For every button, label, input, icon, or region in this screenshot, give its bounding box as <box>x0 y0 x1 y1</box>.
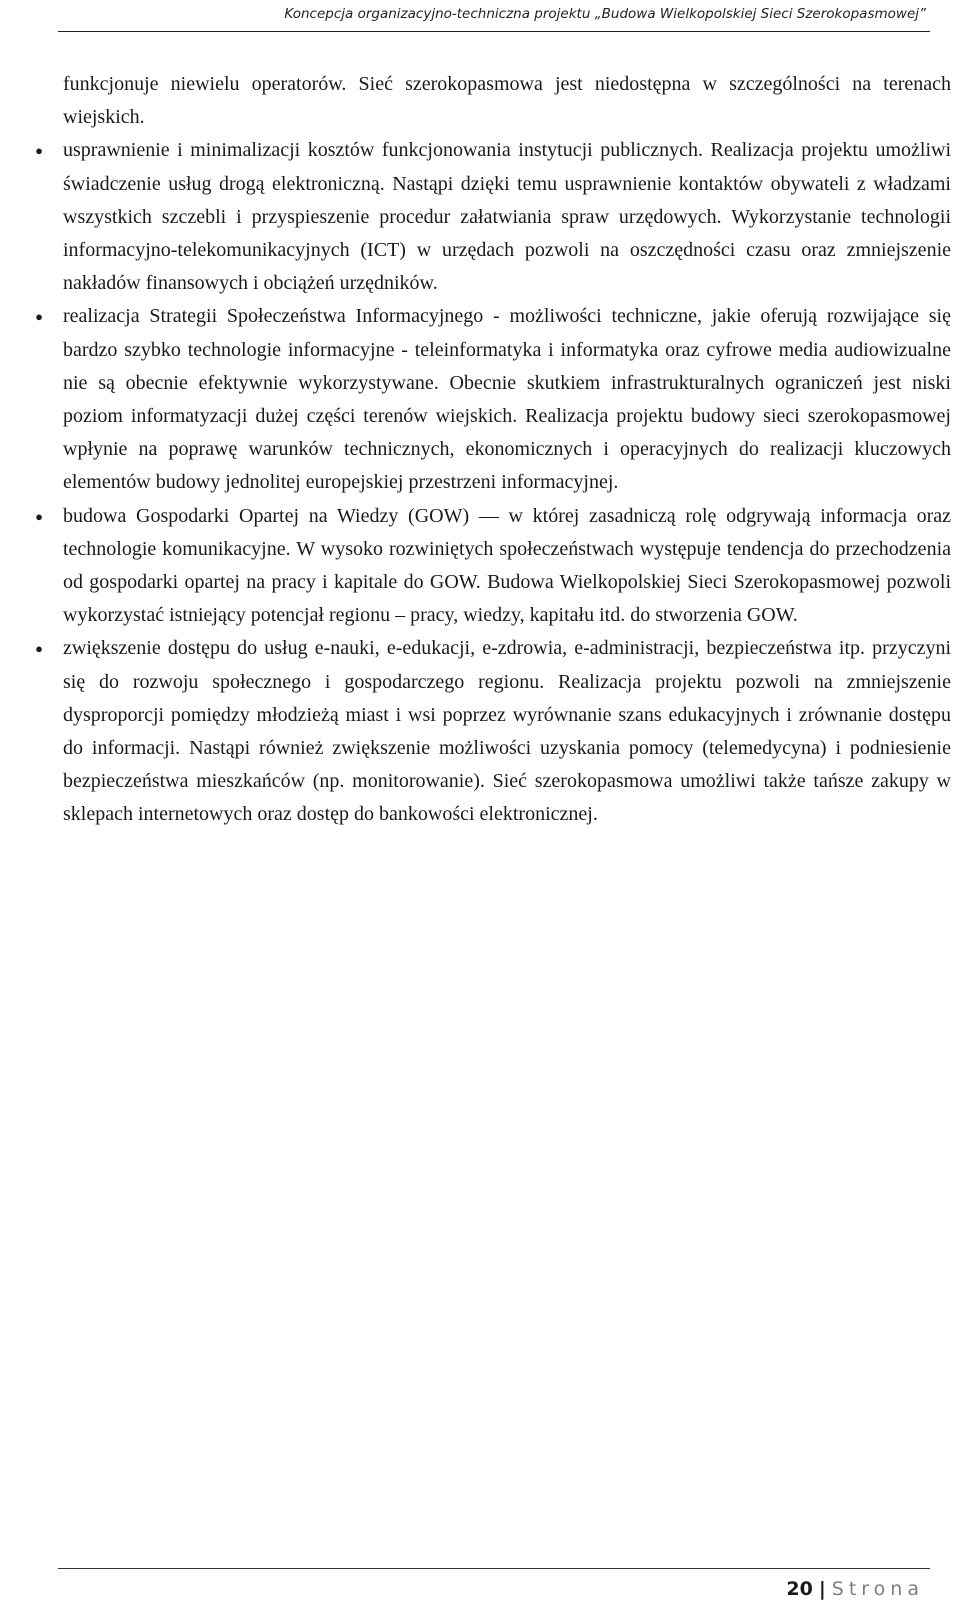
list-item <box>35 500 951 633</box>
list-item-text: realizacja Strategii Społeczeństwa Informacyjnego - możliwości techniczne, jakie oferują rozwijające się bardzo szybko technologie informacyjne - teleinformatyka i informatyka oraz cyfrowe media audiowizualne nie są obecnie efektywnie wykorzystywane. Obecnie skutkiem infrastrukturalnych ograniczeń jest niski poziom informatyzacji dużej części terenów wiejskich. Realizacja projektu budowy sieci szerokopasmowej wpłynie na poprawę warunków technicznych, ekonomicznych i operacyjnych do realizacji kluczowych elementów budowy jednolitej europejskiej przestrzeni informacyjnej. <box>63 305 951 494</box>
list-item-text: usprawnienie i minimalizacji kosztów funkcjonowania instytucji publicznych. Realizacja projektu umożliwi świadczenie usług drogą elektroniczną. Nastąpi dzięki temu usprawnienie kontaktów obywateli z władzami wszystkich szczebli i przyspieszenie procedur załatwiania spraw urzędowych. Wykorzystanie technologii informacyjno-telekomunikacyjnych (ICT) w urzędach pozwoli na oszczędności czasu oraz zmniejszenie nakładów finansowych i obciążeń urzędników. <box>63 139 951 295</box>
page-number: 20 <box>786 1578 813 1600</box>
list-item <box>35 134 951 300</box>
bullet-icon: ● <box>35 641 43 657</box>
bullet-icon: ● <box>35 309 43 325</box>
list-item <box>35 300 951 499</box>
document-title: Koncepcja organizacyjno-techniczna projektu „Budowa Wielkopolskiej Sieci Szerokopasmowej” <box>284 6 926 22</box>
list-item-text: budowa Gospodarki Opartej na Wiedzy (GOW) — w której zasadniczą rolę odgrywają informacja oraz technologie komunikacyjne. W wysoko rozwiniętych społeczeństwach występuje tendencja do przechodzenia od gospodarki opartej na pracy i kapitale do GOW. Budowa Wielkopolskiej Sieci Szerokopasmowej pozwoli wykorzystać istniejący potencjał regionu – pracy, wiedzy, kapitału itd. do stworzenia GOW. <box>63 504 951 627</box>
bullet-list <box>35 134 951 831</box>
page-footer <box>786 1574 924 1604</box>
footer-separator: | <box>818 1578 826 1600</box>
footer-rule <box>58 1568 930 1569</box>
running-header <box>0 0 960 46</box>
bullet-icon: ● <box>35 143 43 159</box>
document-body <box>35 68 951 832</box>
header-rule <box>58 31 930 32</box>
page-label: Strona <box>831 1578 924 1600</box>
intro-paragraph: funkcjonuje niewielu operatorów. Sieć szerokopasmowa jest niedostępna w szczególności na terenach wiejskich. <box>63 73 951 129</box>
list-item-text: zwiększenie dostępu do usług e-nauki, e-edukacji, e-zdrowia, e-administracji, bezpieczeństwa itp. przyczyni się do rozwoju społecznego i gospodarczego regionu. Realizacja projektu pozwoli na zmniejszenie dysproporcji pomiędzy młodzieżą miast i wsi poprzez wyrównanie szans edukacyjnych i zrównanie dostępu do informacji. Nastąpi również zwiększenie możliwości uzyskania pomocy (telemedycyna) i podniesienie bezpieczeństwa mieszkańców (np. monitorowanie). Sieć szerokopasmowa umożliwi także tańsze zakupy w sklepach internetowych oraz dostęp do bankowości elektronicznej. <box>63 637 951 826</box>
list-item <box>35 632 951 831</box>
bullet-icon: ● <box>35 508 43 524</box>
